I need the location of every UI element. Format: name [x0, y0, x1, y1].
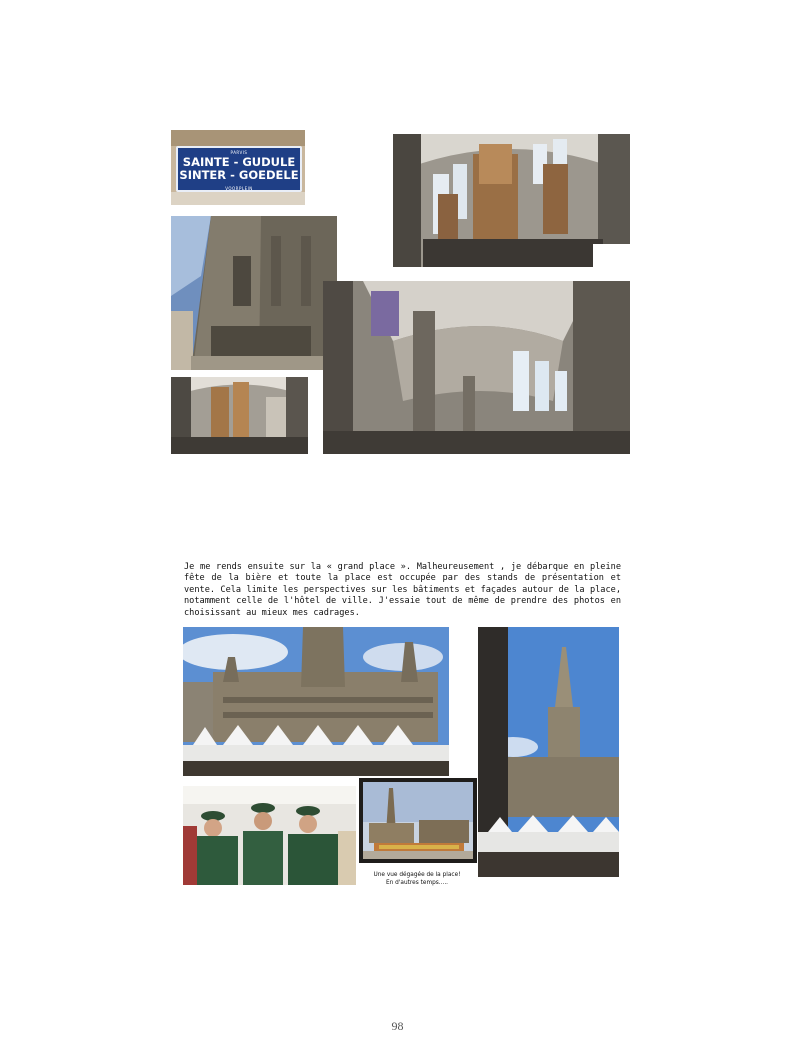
town-hall-photo: [183, 627, 449, 776]
organ-interior-photo: [171, 377, 308, 454]
grand-place-painting: [359, 778, 477, 863]
organ-photo: [393, 134, 630, 267]
festival-people-photo: [183, 786, 356, 885]
nave-vault-photo: [323, 281, 630, 454]
sign-top-label: PARVIS: [230, 150, 248, 155]
sign-wall-top: [171, 130, 305, 146]
sign-wall-bottom: [171, 192, 305, 205]
painting-caption: [357, 867, 477, 895]
street-sign-photo: [171, 130, 305, 205]
caption-line-1: Une vue dégagée de la place!: [373, 872, 461, 878]
sign-line-1: SAINTE - GUDULE: [182, 155, 296, 169]
cathedral-facade-photo: [171, 216, 337, 370]
tower-photo: [478, 627, 619, 877]
street-sign-plate: [176, 146, 302, 192]
caption-line-2: En d'autres temps.....: [385, 880, 449, 886]
description-paragraph: Je me rends ensuite sur la « grand place ». Malheureusement , je débarque en pleine fête de la bière et toute la place est occupée par des stands de présentation et vente. Cela limite les perspectives sur les bâtiments et façades autour de la place, notamment celle de l'hôtel de ville. J'essaie tout de même de prendre des photos en choisissant au mieux mes cadrages.: [184, 562, 621, 618]
sign-line-2: SINTER - GOEDELE: [179, 168, 299, 182]
sign-bottom-label: VOORPLEIN: [225, 186, 253, 191]
page-number: 98: [391, 1019, 404, 1033]
